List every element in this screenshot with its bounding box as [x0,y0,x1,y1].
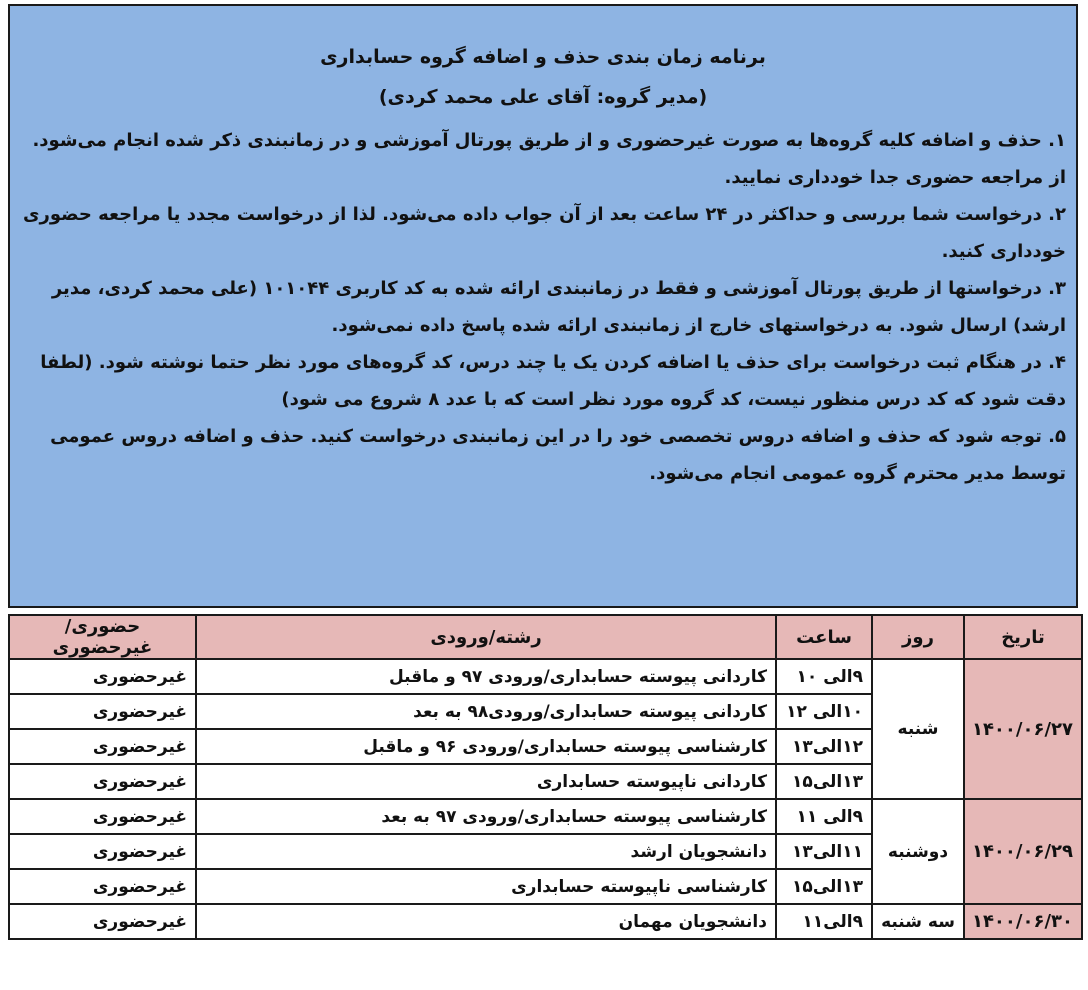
mode-cell: غیرحضوری [9,869,196,904]
notice-box [8,4,1078,608]
table-row [9,799,1082,834]
notice-item-4: ۴. در هنگام ثبت درخواست برای حذف یا اضافه کردن یک یا چند درس، کد گروه‌های مورد نظر حتما نوشته شود. (لطفا دقت شود که کد درس منظور نیست، کد گروه مورد نظر است که با عدد ۸ شروع می شود) [40,352,1066,410]
schedule-table [8,614,1083,940]
time-cell: ۱۱الی۱۳ [776,834,872,869]
mode-cell: غیرحضوری [9,834,196,869]
table-row [9,659,1082,694]
major-cell: دانشجویان مهمان [196,904,776,939]
header-mode: حضوری/غیرحضوری [9,615,196,659]
notice-item-5: ۵. توجه شود که حذف و اضافه دروس تخصصی خود را در این زمانبندی درخواست کنید. حذف و اضافه دروس عمومی توسط مدیر محترم گروه عمومی انجام می‌شود. [50,426,1066,484]
time-cell: ۱۳الی۱۵ [776,764,872,799]
header-date: تاریخ [964,615,1082,659]
date-cell: ۱۴۰۰/۰۶/۲۹ [964,799,1082,904]
mode-cell: غیرحضوری [9,729,196,764]
day-cell: سه شنبه [872,904,964,939]
time-cell: ۹الی ۱۰ [776,659,872,694]
day-cell: شنبه [872,659,964,799]
major-cell: کاردانی پیوسته حسابداری/ورودی ۹۷ و ماقبل [196,659,776,694]
major-cell: کارشناسی پیوسته حسابداری/ورودی ۹۶ و ماقبل [196,729,776,764]
notice-item-3: ۳. درخواستها از طریق پورتال آموزشی و فقط در زمانبندی ارائه شده به کد کاربری ۱۰۱۰۴۴ (علی محمد کردی، مدیر ارشد) ارسال شود. به درخواستهای خارج از زمانبندی ارائه شده پاسخ داده نمی‌شود. [51,278,1066,336]
major-cell: کاردانی ناپیوسته حسابداری [196,764,776,799]
major-cell: کاردانی پیوسته حسابداری/ورودی۹۸ به بعد [196,694,776,729]
mode-cell: غیرحضوری [9,764,196,799]
major-cell: دانشجویان ارشد [196,834,776,869]
date-cell: ۱۴۰۰/۰۶/۳۰ [964,904,1082,939]
major-cell: کارشناسی پیوسته حسابداری/ورودی ۹۷ به بعد [196,799,776,834]
header-time: ساعت [776,615,872,659]
mode-cell: غیرحضوری [9,799,196,834]
notice-item-1: ۱. حذف و اضافه کلیه گروه‌ها به صورت غیرحضوری و از طریق پورتال آموزشی و در زمانبندی ذکر شده انجام می‌شود. از مراجعه حضوری جدا خودداری نمایید. [32,130,1066,188]
table-row [9,904,1082,939]
group-manager: (مدیر گروه: آقای علی محمد کردی) [378,86,708,108]
time-cell: ۱۳الی۱۵ [776,869,872,904]
header-day: روز [872,615,964,659]
notice-title: برنامه زمان بندی حذف و اضافه گروه حسابداری [320,46,766,68]
header-major: رشته/ورودی [196,615,776,659]
notice-item-2: ۲. درخواست شما بررسی و حداکثر در ۲۴ ساعت بعد از آن جواب داده می‌شود. لذا از درخواست مجدد یا مراجعه حضوری خودداری کنید. [22,204,1066,262]
time-cell: ۹الی ۱۱ [776,799,872,834]
mode-cell: غیرحضوری [9,904,196,939]
day-cell: دوشنبه [872,799,964,904]
time-cell: ۱۲الی۱۳ [776,729,872,764]
mode-cell: غیرحضوری [9,694,196,729]
major-cell: کارشناسی ناپیوسته حسابداری [196,869,776,904]
table-header-row [9,615,1082,659]
time-cell: ۹الی۱۱ [776,904,872,939]
mode-cell: غیرحضوری [9,659,196,694]
time-cell: ۱۰الی ۱۲ [776,694,872,729]
date-cell: ۱۴۰۰/۰۶/۲۷ [964,659,1082,799]
